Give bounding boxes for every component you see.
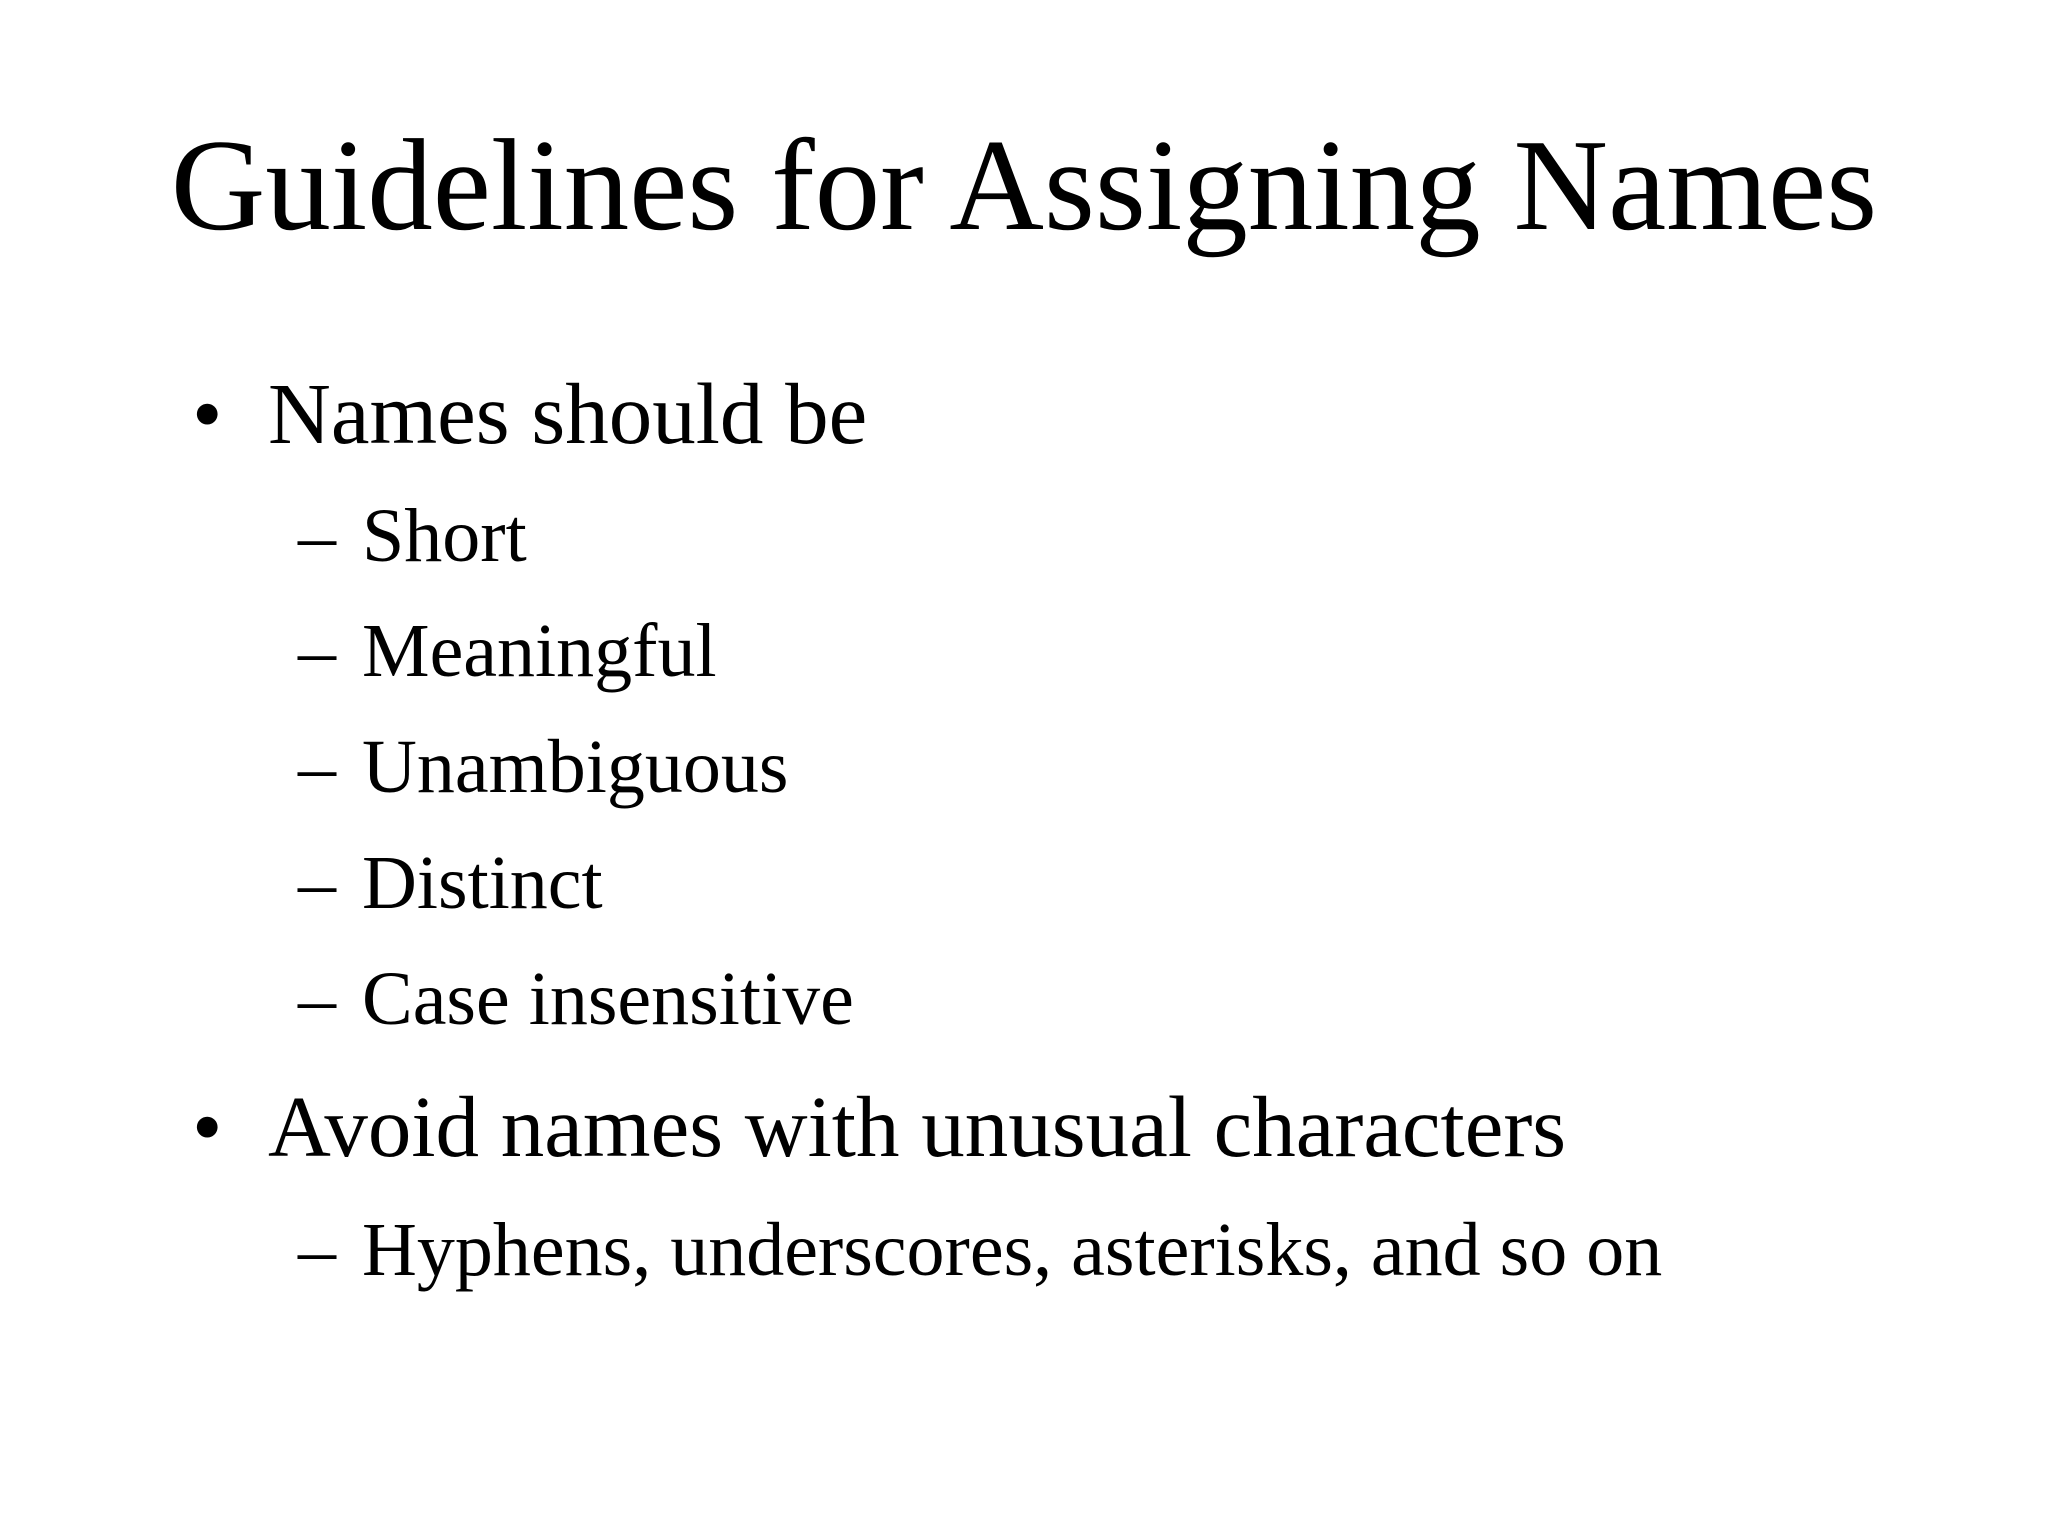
sub-bullet-text: Short xyxy=(362,494,527,578)
sub-bullet-item xyxy=(298,494,527,578)
dash-marker: – xyxy=(298,725,336,809)
sub-bullet-text: Case insensitive xyxy=(362,957,854,1041)
sub-bullet-item xyxy=(298,1208,1663,1292)
sub-bullet-item xyxy=(298,841,603,925)
sub-bullet-text: Meaningful xyxy=(362,609,717,693)
bullet-text: Names should be xyxy=(268,365,868,462)
slide-title: Guidelines for Assigning Names xyxy=(170,113,1878,258)
sub-bullet-item xyxy=(298,609,717,693)
sub-bullet-text: Hyphens, underscores, asterisks, and so on xyxy=(362,1208,1663,1292)
sub-bullet-text: Unambiguous xyxy=(362,725,789,809)
dash-marker: – xyxy=(298,957,336,1041)
bullet-marker: • xyxy=(192,365,223,462)
dash-marker: – xyxy=(298,1208,336,1292)
sub-bullet-text: Distinct xyxy=(362,841,603,925)
dash-marker: – xyxy=(298,841,336,925)
dash-marker: – xyxy=(298,494,336,578)
bullet-text: Avoid names with unusual characters xyxy=(268,1078,1567,1175)
bullet-marker: • xyxy=(192,1078,223,1175)
dash-marker: – xyxy=(298,609,336,693)
bullet-item xyxy=(192,365,868,462)
bullet-item xyxy=(192,1078,1567,1175)
sub-bullet-item xyxy=(298,957,854,1041)
sub-bullet-item xyxy=(298,725,789,809)
